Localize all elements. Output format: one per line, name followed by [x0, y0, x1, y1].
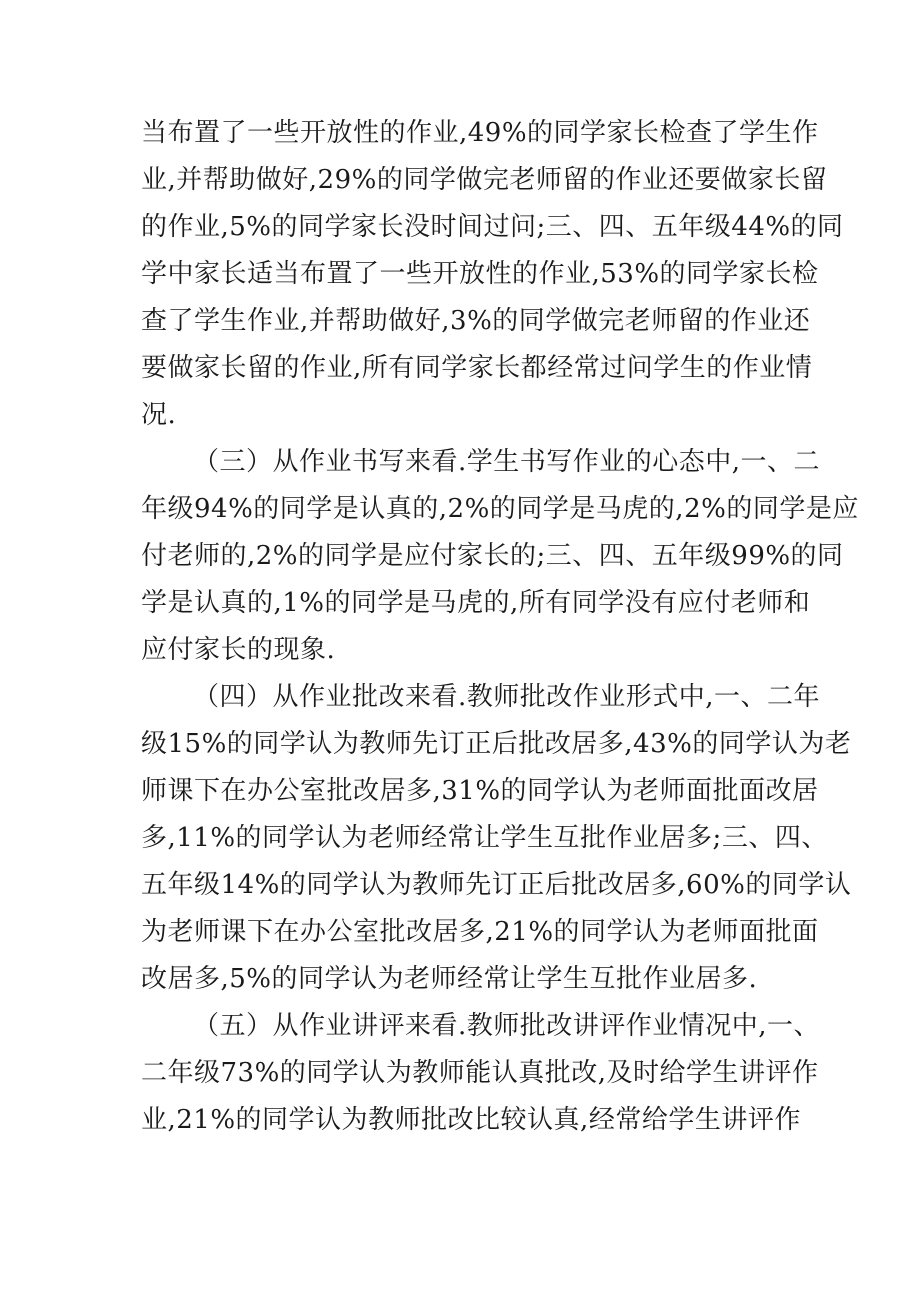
text-line: 学是认真的,1%的同学是马虎的,所有同学没有应付老师和 — [141, 588, 811, 618]
section-3-heading-line: （三）从作业书写来看.学生书写作业的心态中,一、二 — [193, 447, 821, 477]
text-line: 为老师课下在办公室批改居多,21%的同学认为老师面批面 — [141, 917, 819, 947]
text-line: 年级94%的同学是认真的,2%的同学是马虎的,2%的同学是应 — [141, 494, 859, 524]
text-line: 查了学生作业,并帮助做好,3%的同学做完老师留的作业还 — [141, 306, 811, 336]
text-line: 二年级73%的同学认为教师能认真批改,及时给学生讲评作 — [141, 1058, 819, 1088]
text-line: 付老师的,2%的同学是应付家长的;三、四、五年级99%的同 — [141, 541, 844, 571]
section-4-heading-line: （四）从作业批改来看.教师批改作业形式中,一、二年 — [193, 682, 821, 712]
text-line: 要做家长留的作业,所有同学家长都经常过问学生的作业情 — [141, 353, 813, 383]
text-line: 况. — [141, 400, 177, 430]
text-line: 改居多,5%的同学认为老师经常让学生互批作业居多. — [141, 964, 758, 994]
text-line: 五年级14%的同学认为教师先订正后批改居多,60%的同学认 — [141, 870, 852, 900]
text-line: 多,11%的同学认为老师经常让学生互批作业居多;三、四、 — [141, 823, 828, 853]
text-line: 师课下在办公室批改居多,31%的同学认为老师面批面改居 — [141, 776, 819, 806]
text-line: 的作业,5%的同学家长没时间过问;三、四、五年级44%的同 — [141, 212, 844, 242]
text-line: 学中家长适当布置了一些开放性的作业,53%的同学家长检 — [141, 259, 819, 289]
text-line: 当布置了一些开放性的作业,49%的同学家长检查了学生作 — [141, 118, 819, 148]
text-line: 级15%的同学认为教师先订正后批改居多,43%的同学认为老 — [141, 729, 852, 759]
text-line: 业,21%的同学认为教师批改比较认真,经常给学生讲评作 — [141, 1105, 801, 1135]
text-line: 业,并帮助做好,29%的同学做完老师留的作业还要做家长留 — [141, 165, 828, 195]
section-5-heading-line: （五）从作业讲评来看.教师批改讲评作业情况中,一、 — [193, 1011, 821, 1041]
body-text — [141, 110, 859, 1144]
text-line: 应付家长的现象. — [141, 635, 336, 665]
